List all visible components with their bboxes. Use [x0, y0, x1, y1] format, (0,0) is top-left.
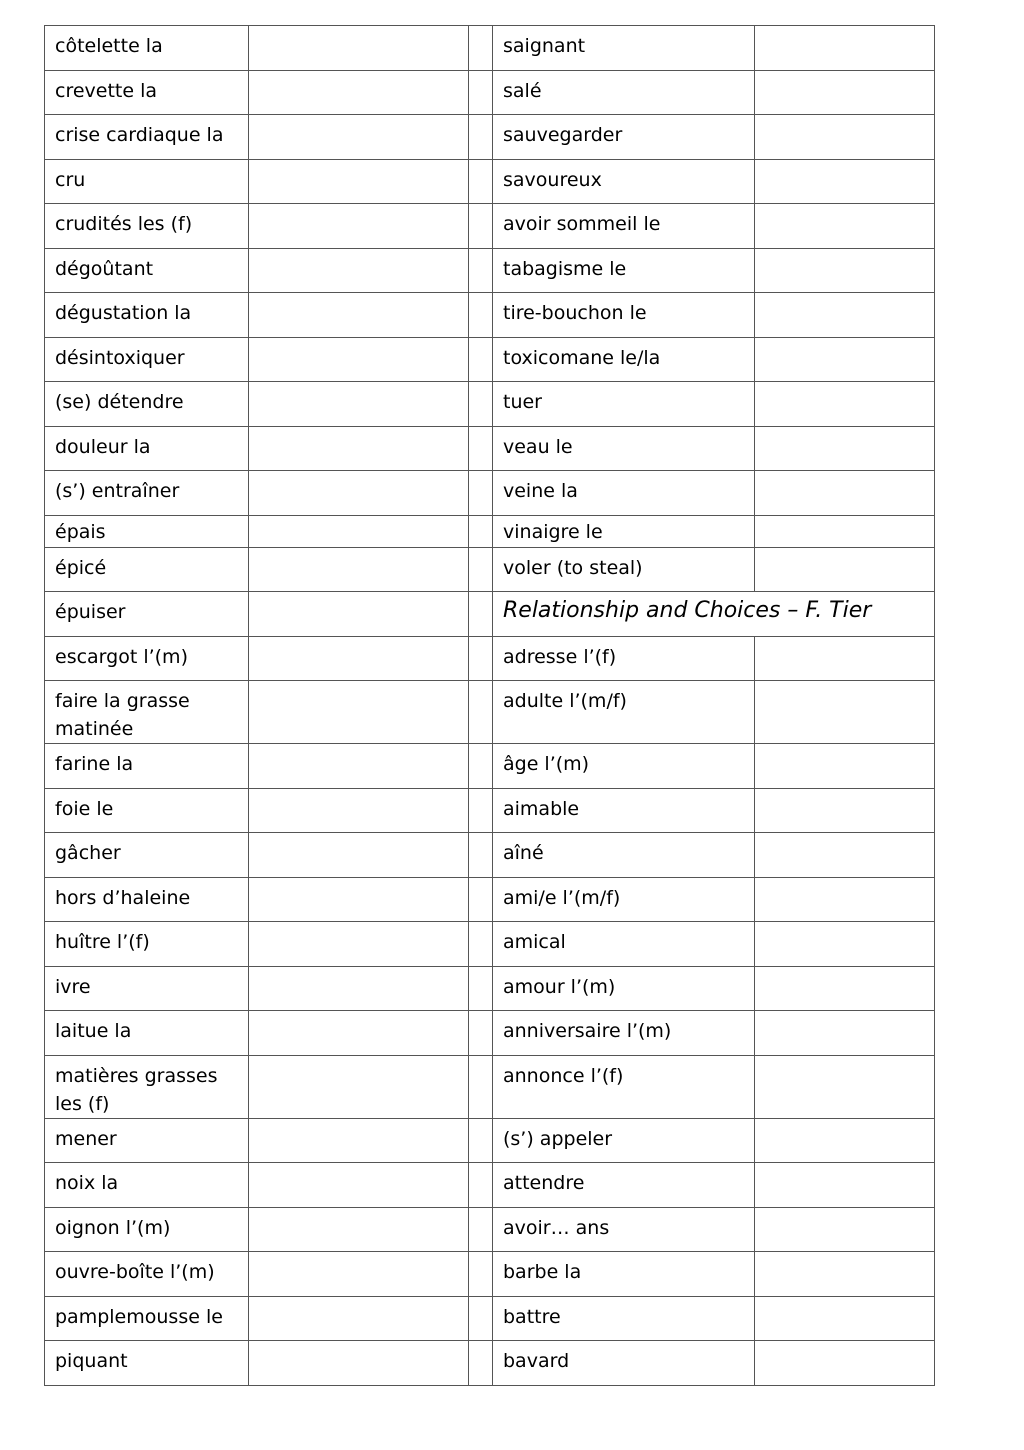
french-word-left: douleur la	[45, 426, 249, 471]
french-word-left: mener	[45, 1118, 249, 1163]
table-row	[45, 966, 935, 1011]
answer-cell-right[interactable]	[755, 877, 935, 922]
answer-cell-right[interactable]	[755, 1341, 935, 1386]
answer-cell-right[interactable]	[755, 1207, 935, 1252]
answer-cell-left[interactable]	[249, 547, 469, 592]
answer-cell-right[interactable]	[755, 1011, 935, 1056]
table-row	[45, 26, 935, 71]
answer-cell-left[interactable]	[249, 115, 469, 160]
answer-cell-left[interactable]	[249, 966, 469, 1011]
answer-cell-right[interactable]	[755, 681, 935, 744]
table-row	[45, 70, 935, 115]
answer-cell-right[interactable]	[755, 966, 935, 1011]
vocabulary-table	[44, 25, 935, 1386]
answer-cell-left[interactable]	[249, 337, 469, 382]
answer-cell-left[interactable]	[249, 636, 469, 681]
answer-cell-right[interactable]	[755, 922, 935, 967]
answer-cell-right[interactable]	[755, 1055, 935, 1118]
answer-cell-right[interactable]	[755, 204, 935, 249]
answer-cell-left[interactable]	[249, 1055, 469, 1118]
table-row	[45, 293, 935, 338]
table-row	[45, 426, 935, 471]
table-row	[45, 681, 935, 744]
french-word-right: ami/e l’(m/f)	[493, 877, 755, 922]
spacer-cell	[469, 788, 493, 833]
french-word-left: épuiser	[45, 592, 249, 637]
french-word-right: saignant	[493, 26, 755, 71]
french-word-right: tuer	[493, 382, 755, 427]
french-word-left: pamplemousse le	[45, 1296, 249, 1341]
spacer-cell	[469, 922, 493, 967]
french-word-left: côtelette la	[45, 26, 249, 71]
spacer-cell	[469, 1341, 493, 1386]
table-row	[45, 159, 935, 204]
table-row	[45, 1055, 935, 1118]
spacer-cell	[469, 681, 493, 744]
table-row	[45, 1341, 935, 1386]
answer-cell-right[interactable]	[755, 1118, 935, 1163]
answer-cell-left[interactable]	[249, 1341, 469, 1386]
spacer-cell	[469, 115, 493, 160]
spacer-cell	[469, 547, 493, 592]
answer-cell-left[interactable]	[249, 788, 469, 833]
spacer-cell	[469, 1055, 493, 1118]
french-word-right: battre	[493, 1296, 755, 1341]
french-word-left: ivre	[45, 966, 249, 1011]
french-word-left: farine la	[45, 744, 249, 789]
table-row	[45, 1296, 935, 1341]
french-word-right: veau le	[493, 426, 755, 471]
answer-cell-left[interactable]	[249, 471, 469, 516]
french-word-left: désintoxiquer	[45, 337, 249, 382]
french-word-left: huître l’(f)	[45, 922, 249, 967]
spacer-cell	[469, 471, 493, 516]
answer-cell-left[interactable]	[249, 70, 469, 115]
french-word-left: oignon l’(m)	[45, 1207, 249, 1252]
french-word-right: avoir sommeil le	[493, 204, 755, 249]
answer-cell-right[interactable]	[755, 26, 935, 71]
section-heading: Relationship and Choices – F. Tier	[493, 592, 935, 637]
answer-cell-left[interactable]	[249, 833, 469, 878]
answer-cell-right[interactable]	[755, 248, 935, 293]
spacer-cell	[469, 966, 493, 1011]
answer-cell-right[interactable]	[755, 115, 935, 160]
spacer-cell	[469, 515, 493, 547]
table-row	[45, 788, 935, 833]
answer-cell-left[interactable]	[249, 515, 469, 547]
table-row	[45, 1118, 935, 1163]
french-word-left: (se) détendre	[45, 382, 249, 427]
french-word-left: piquant	[45, 1341, 249, 1386]
french-word-left: épais	[45, 515, 249, 547]
answer-cell-left[interactable]	[249, 293, 469, 338]
spacer-cell	[469, 337, 493, 382]
answer-cell-left[interactable]	[249, 248, 469, 293]
answer-cell-left[interactable]	[249, 382, 469, 427]
answer-cell-right[interactable]	[755, 1163, 935, 1208]
spacer-cell	[469, 70, 493, 115]
french-word-right: adresse l’(f)	[493, 636, 755, 681]
table-row	[45, 547, 935, 592]
spacer-cell	[469, 636, 493, 681]
french-word-right: amical	[493, 922, 755, 967]
answer-cell-right[interactable]	[755, 382, 935, 427]
answer-cell-left[interactable]	[249, 681, 469, 744]
french-word-right: amour l’(m)	[493, 966, 755, 1011]
spacer-cell	[469, 26, 493, 71]
answer-cell-right[interactable]	[755, 426, 935, 471]
answer-cell-left[interactable]	[249, 1163, 469, 1208]
french-word-right: anniversaire l’(m)	[493, 1011, 755, 1056]
answer-cell-right[interactable]	[755, 471, 935, 516]
spacer-cell	[469, 382, 493, 427]
french-word-left: dégoûtant	[45, 248, 249, 293]
answer-cell-left[interactable]	[249, 26, 469, 71]
table-row	[45, 471, 935, 516]
french-word-left: crudités les (f)	[45, 204, 249, 249]
spacer-cell	[469, 159, 493, 204]
table-row	[45, 248, 935, 293]
table-row	[45, 833, 935, 878]
french-word-left: crevette la	[45, 70, 249, 115]
french-word-right: salé	[493, 70, 755, 115]
answer-cell-left[interactable]	[249, 1118, 469, 1163]
answer-cell-left[interactable]	[249, 877, 469, 922]
french-word-right: savoureux	[493, 159, 755, 204]
answer-cell-left[interactable]	[249, 159, 469, 204]
table-row	[45, 382, 935, 427]
table-row	[45, 1011, 935, 1056]
french-word-right: aîné	[493, 833, 755, 878]
answer-cell-left[interactable]	[249, 744, 469, 789]
table-row	[45, 592, 935, 637]
spacer-cell	[469, 1163, 493, 1208]
french-word-right: sauvegarder	[493, 115, 755, 160]
answer-cell-right[interactable]	[755, 159, 935, 204]
french-word-right: adulte l’(m/f)	[493, 681, 755, 744]
french-word-right: aimable	[493, 788, 755, 833]
answer-cell-left[interactable]	[249, 592, 469, 637]
answer-cell-right[interactable]	[755, 337, 935, 382]
french-word-left: (s’) entraîner	[45, 471, 249, 516]
spacer-cell	[469, 1118, 493, 1163]
answer-cell-left[interactable]	[249, 204, 469, 249]
french-word-right: âge l’(m)	[493, 744, 755, 789]
table-row	[45, 204, 935, 249]
french-word-right: (s’) appeler	[493, 1118, 755, 1163]
french-word-right: voler (to steal)	[493, 547, 755, 592]
table-row	[45, 515, 935, 547]
french-word-right: veine la	[493, 471, 755, 516]
answer-cell-right[interactable]	[755, 636, 935, 681]
table-row	[45, 922, 935, 967]
answer-cell-right[interactable]	[755, 833, 935, 878]
spacer-cell	[469, 1296, 493, 1341]
french-word-right: attendre	[493, 1163, 755, 1208]
french-word-left: hors d’haleine	[45, 877, 249, 922]
answer-cell-left[interactable]	[249, 922, 469, 967]
table-row	[45, 744, 935, 789]
answer-cell-left[interactable]	[249, 1296, 469, 1341]
french-word-right: toxicomane le/la	[493, 337, 755, 382]
answer-cell-right[interactable]	[755, 1252, 935, 1297]
french-word-right: barbe la	[493, 1252, 755, 1297]
table-row	[45, 1252, 935, 1297]
answer-cell-right[interactable]	[755, 788, 935, 833]
answer-cell-right[interactable]	[755, 744, 935, 789]
spacer-cell	[469, 204, 493, 249]
table-row	[45, 337, 935, 382]
french-word-left: escargot l’(m)	[45, 636, 249, 681]
french-word-right: tabagisme le	[493, 248, 755, 293]
table-row	[45, 115, 935, 160]
french-word-right: vinaigre le	[493, 515, 755, 547]
vocabulary-table-body	[45, 26, 935, 1386]
spacer-cell	[469, 592, 493, 637]
answer-cell-left[interactable]	[249, 1207, 469, 1252]
spacer-cell	[469, 877, 493, 922]
spacer-cell	[469, 426, 493, 471]
french-word-right: annonce l’(f)	[493, 1055, 755, 1118]
answer-cell-right[interactable]	[755, 515, 935, 547]
french-word-left: épicé	[45, 547, 249, 592]
spacer-cell	[469, 744, 493, 789]
spacer-cell	[469, 293, 493, 338]
spacer-cell	[469, 833, 493, 878]
spacer-cell	[469, 1207, 493, 1252]
answer-cell-right[interactable]	[755, 547, 935, 592]
table-row	[45, 636, 935, 681]
french-word-left: ouvre-boîte l’(m)	[45, 1252, 249, 1297]
french-word-left: cru	[45, 159, 249, 204]
table-row	[45, 1163, 935, 1208]
answer-cell-right[interactable]	[755, 293, 935, 338]
spacer-cell	[469, 248, 493, 293]
french-word-right: avoir… ans	[493, 1207, 755, 1252]
answer-cell-left[interactable]	[249, 1252, 469, 1297]
table-row	[45, 1207, 935, 1252]
french-word-left: noix la	[45, 1163, 249, 1208]
french-word-left: crise cardiaque la	[45, 115, 249, 160]
answer-cell-left[interactable]	[249, 426, 469, 471]
french-word-right: bavard	[493, 1341, 755, 1386]
french-word-left: gâcher	[45, 833, 249, 878]
answer-cell-right[interactable]	[755, 1296, 935, 1341]
french-word-left: faire la grasse matinée	[45, 681, 249, 744]
spacer-cell	[469, 1252, 493, 1297]
french-word-left: matières grasses les (f)	[45, 1055, 249, 1118]
spacer-cell	[469, 1011, 493, 1056]
french-word-left: foie le	[45, 788, 249, 833]
table-row	[45, 877, 935, 922]
answer-cell-right[interactable]	[755, 70, 935, 115]
french-word-left: dégustation la	[45, 293, 249, 338]
french-word-right: tire-bouchon le	[493, 293, 755, 338]
french-word-left: laitue la	[45, 1011, 249, 1056]
answer-cell-left[interactable]	[249, 1011, 469, 1056]
